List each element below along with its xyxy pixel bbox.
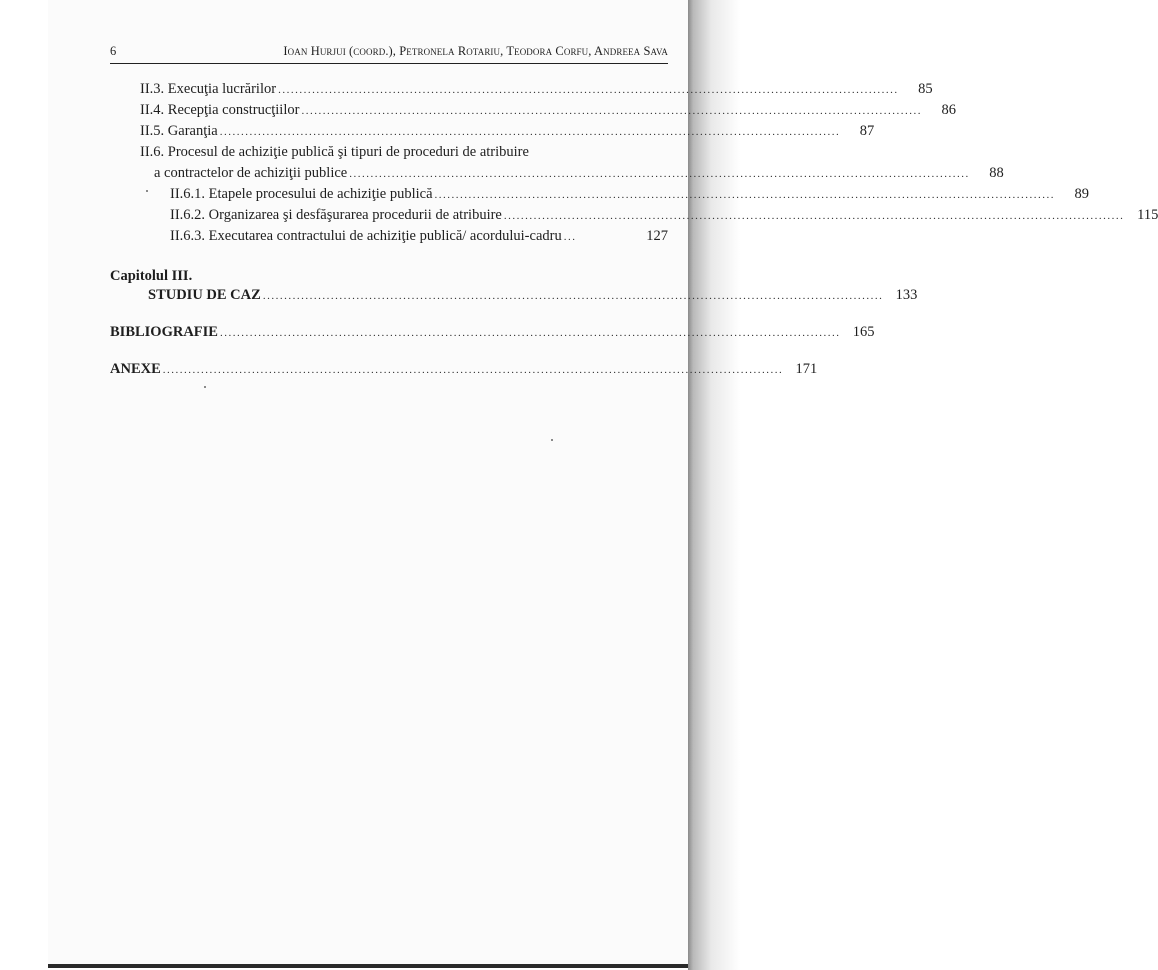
toc-entry-label: II.6.3. Executarea contractului de achiziţie publică/ acordului-cadru bbox=[170, 228, 562, 244]
print-speck bbox=[204, 386, 206, 388]
toc-entry-label: II.6.1. Etapele procesului de achiziţie publică bbox=[170, 186, 433, 202]
header-authors: Ioan Hurjui (coord.), Petronela Rotariu, Teodora Corfu, Andreea Sava bbox=[283, 44, 668, 58]
page-number: 6 bbox=[110, 44, 117, 58]
leader-dots: ... bbox=[563, 231, 577, 243]
print-speck bbox=[551, 439, 553, 441]
toc-entry-page: 127 bbox=[646, 228, 668, 244]
chapter-3-heading: Capitolul III. bbox=[110, 268, 193, 284]
leader-dots: .................................................................................................................................................. bbox=[301, 105, 922, 117]
toc-entry-bibliografie bbox=[110, 322, 875, 342]
leader-dots: .................................................................................................................................................. bbox=[219, 126, 841, 138]
page-bottom-edge bbox=[48, 964, 688, 968]
toc-entry-ii-6-1 bbox=[170, 184, 1090, 204]
toc-entry-ii-6-line1: II.6. Procesul de achiziţie publică şi tipuri de proceduri de atribuire bbox=[140, 144, 529, 160]
toc-entry-label: II.4. Recepţia construcţiilor bbox=[140, 102, 300, 118]
leader-dots: .................................................................................................................................................. bbox=[503, 210, 1125, 222]
toc-entry-ii-6-2 bbox=[170, 205, 1158, 225]
header-rule bbox=[110, 63, 668, 64]
toc-entry-ii-6-line2 bbox=[154, 163, 1004, 183]
toc-entry-page: 165 bbox=[852, 324, 875, 340]
print-speck bbox=[146, 190, 148, 192]
toc-entry-studiu-de-caz bbox=[148, 285, 918, 305]
leader-dots: .................................................................................................................................................. bbox=[262, 290, 884, 302]
toc-entry-anexe bbox=[110, 359, 818, 379]
toc-entry-page: 85 bbox=[918, 81, 933, 97]
toc-entry-ii-5 bbox=[140, 121, 875, 141]
toc-entry-label: a contractelor de achiziţii publice bbox=[154, 165, 348, 181]
toc-entry-label: BIBLIOGRAFIE bbox=[110, 324, 218, 340]
toc-entry-ii-4 bbox=[140, 100, 956, 120]
toc-entry-page: 86 bbox=[941, 102, 956, 118]
toc-entry-page: 115 bbox=[1137, 207, 1158, 223]
toc-entry-page: 88 bbox=[989, 165, 1004, 181]
toc-entry-label: II.5. Garanţia bbox=[140, 123, 218, 139]
toc-entry-label: ANEXE bbox=[110, 361, 161, 377]
toc-entry-page: 133 bbox=[895, 287, 918, 303]
running-header bbox=[110, 44, 668, 62]
leader-dots: .................................................................................................................................................. bbox=[434, 189, 1056, 201]
toc-entry-ii-3 bbox=[140, 79, 933, 99]
toc-entry-page: 171 bbox=[795, 361, 818, 377]
toc-entry-label: II.6.2. Organizarea şi desfăşurarea procedurii de atribuire bbox=[170, 207, 502, 223]
toc-entry-page: 87 bbox=[859, 123, 875, 139]
leader-dots: .................................................................................................................................................. bbox=[219, 327, 841, 339]
leader-dots: .................................................................................................................................................. bbox=[349, 168, 970, 180]
toc-entry-label: II.3. Execuţia lucrărilor bbox=[140, 81, 277, 97]
leader-dots: .................................................................................................................................................. bbox=[162, 364, 784, 376]
toc-entry-page: 89 bbox=[1074, 186, 1090, 202]
leader-dots: .................................................................................................................................................. bbox=[278, 84, 899, 96]
page-gutter-shadow bbox=[688, 0, 740, 970]
toc-entry-ii-6-3 bbox=[170, 226, 668, 246]
toc-entry-label: STUDIU DE CAZ bbox=[148, 287, 261, 303]
